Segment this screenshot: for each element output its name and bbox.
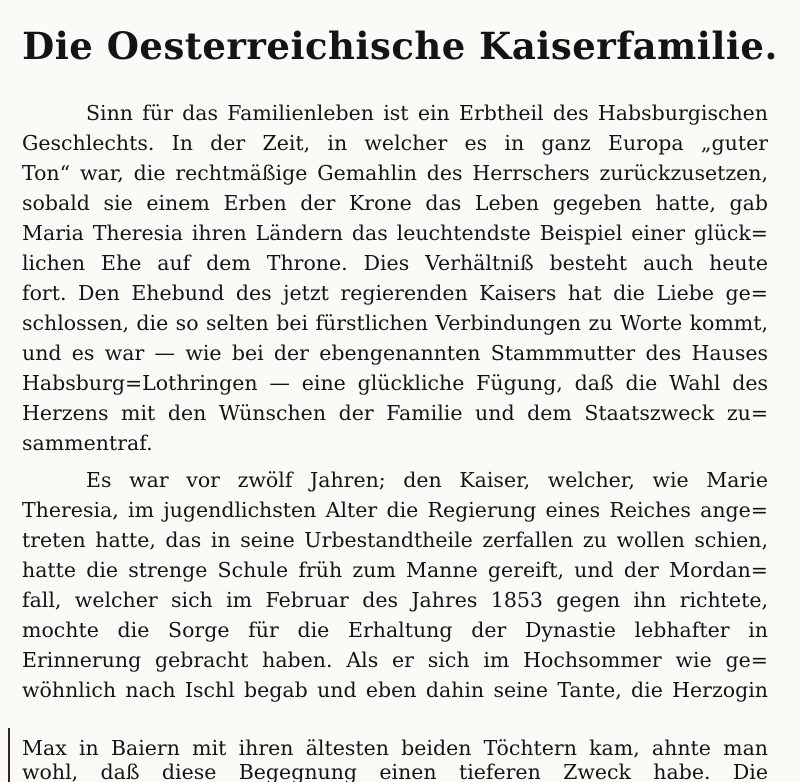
text-line: Theresia, im jugendlichsten Alter die Regierung eines Reiches ange= bbox=[22, 498, 768, 522]
text-line: wöhnlich nach Ischl begab und eben dahin seine Tante, die Herzogin bbox=[22, 678, 768, 702]
text-line: Max in Baiern mit ihren ältesten beiden Töchtern kam, ahnte man bbox=[22, 736, 768, 760]
text-line: lichen Ehe auf dem Throne. Dies Verhältniß besteht auch heute bbox=[22, 251, 768, 275]
text-line: Sinn für das Familienleben ist ein Erbtheil des Habsburgischen bbox=[86, 101, 768, 125]
text-line: und es war — wie bei der ebengenannten Stammmutter des Hauses bbox=[22, 341, 768, 365]
text-line: hatte die strenge Schule früh zum Manne gereift, und der Mordan= bbox=[22, 558, 768, 582]
text-line: schlossen, die so selten bei fürstlichen Verbindungen zu Worte kommt, bbox=[22, 311, 768, 335]
text-line: mochte die Sorge für die Erhaltung der Dynastie lebhafter in bbox=[22, 618, 768, 642]
text-line: Geschlechts. In der Zeit, in welcher es in ganz Europa „guter bbox=[22, 131, 768, 155]
text-line: sobald sie einem Erben der Krone das Leben gegeben hatte, gab bbox=[22, 191, 768, 215]
text-line: treten hatte, das in seine Urbestandtheile zerfallen zu wollen schien, bbox=[22, 528, 768, 552]
text-line: Herzens mit den Wünschen der Familie und dem Staatszweck zu= bbox=[22, 401, 768, 425]
text-line: Ton“ war, die rechtmäßige Gemahlin des Herrschers zurückzusetzen, bbox=[22, 161, 768, 185]
text-line: Erinnerung gebracht haben. Als er sich im Hochsommer wie ge= bbox=[22, 648, 768, 672]
text-line: Maria Theresia ihren Ländern das leuchtendste Beispiel einer glück= bbox=[22, 221, 768, 245]
text-line: fort. Den Ehebund des jetzt regierenden Kaisers hat die Liebe ge= bbox=[22, 281, 768, 305]
page-title: Die Oesterreichische Kaiserfamilie. bbox=[22, 24, 778, 68]
text-line: fall, welcher sich im Februar des Jahres 1853 gegen ihn richtete, bbox=[22, 588, 768, 612]
text-line-cut: wohl, daß diese Begegnung einen tieferen Zweck habe. Die bbox=[22, 760, 768, 782]
margin-rule bbox=[8, 728, 10, 782]
text-line: Es war vor zwölf Jahren; den Kaiser, welcher, wie Marie bbox=[86, 468, 768, 492]
text-line: sammentraf. bbox=[22, 431, 153, 455]
text-line: Habsburg=Lothringen — eine glückliche Fügung, daß die Wahl des bbox=[22, 371, 768, 395]
